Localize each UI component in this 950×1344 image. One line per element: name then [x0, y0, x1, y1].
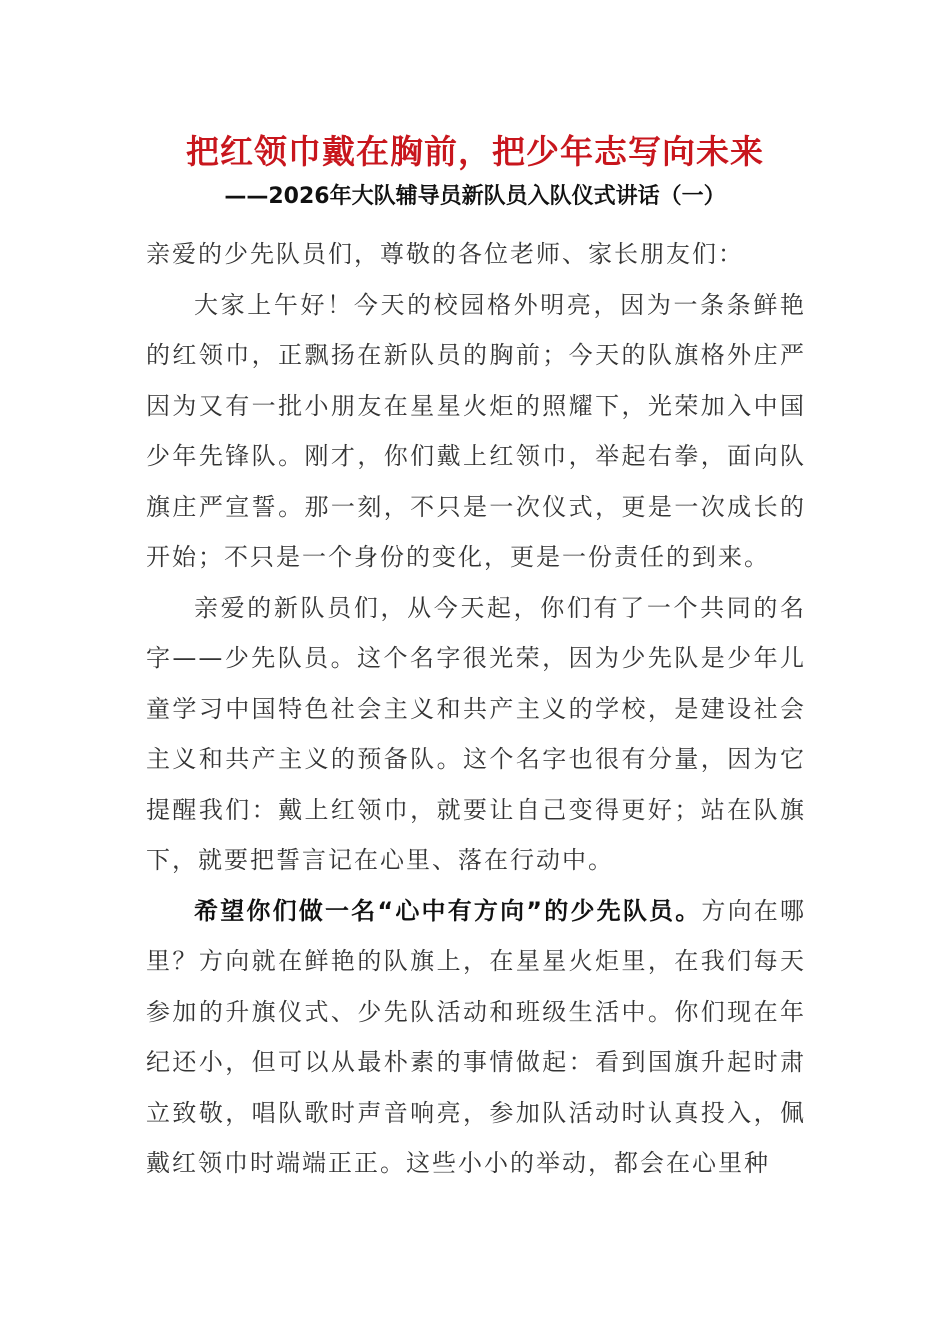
document-body — [146, 229, 806, 1189]
salutation: 亲爱的少先队员们，尊敬的各位老师、家长朋友们： — [146, 240, 744, 268]
paragraph-3-text: 方向在哪里？方向就在鲜艳的队旗上，在星星火炬里，在我们每天参加的升旗仪式、少先队活动和班级生活中。你们现在年纪还小，但可以从最朴素的事情做起：看到国旗升起时肃立致敬，唱队歌时声音响亮，参加队活动时认真投入，佩戴红领巾时端端正正。这些小小的举动，都会在心里种 — [146, 896, 807, 1177]
paragraph-1-text: 大家上午好！今天的校园格外明亮，因为一条条鲜艳的红领巾，正飘扬在新队员的胸前；今天的队旗格外庄严因为又有一批小朋友在星星火炬的照耀下，光荣加入中国少年先锋队。刚才，你们戴上红领巾，举起右拳，面向队旗庄严宣誓。那一刻，不只是一次仪式，更是一次成长的开始；不只是一个身份的变化，更是一份责任的到来。 — [146, 290, 806, 571]
document-title: 把红领巾戴在胸前，把少年志写向未来 — [186, 132, 764, 171]
document-subtitle: ——2026年大队辅导员新队员入队仪式讲话（一） — [224, 184, 726, 209]
paragraph-2-text: 亲爱的新队员们，从今天起，你们有了一个共同的名字——少先队员。这个名字很光荣，因为少先队是少年儿童学习中国特色社会主义和共产主义的学校，是建设社会主义和共产主义的预备队。这个名字也很有分量，因为它提醒我们：戴上红领巾，就要让自己变得更好；站在队旗下，就要把誓言记在心里、落在行动中。 — [146, 593, 806, 874]
paragraph-1 — [146, 280, 806, 583]
paragraph-2 — [146, 583, 806, 886]
paragraph-3 — [146, 886, 806, 1189]
paragraph-3-lead: 希望你们做一名“心中有方向”的少先队员。 — [194, 896, 702, 925]
